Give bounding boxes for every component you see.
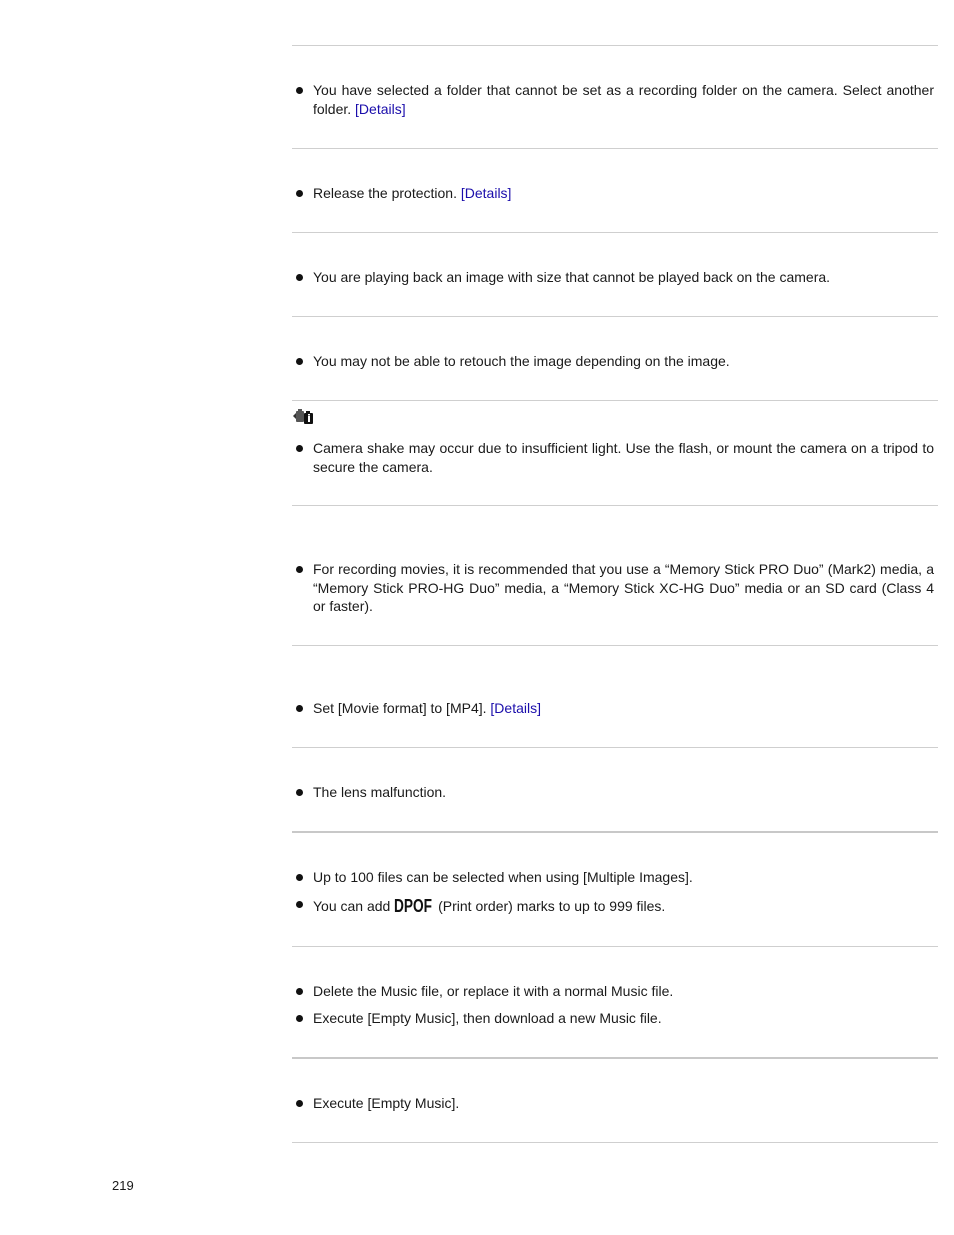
bullet bbox=[296, 705, 303, 712]
item-text: You can add bbox=[313, 898, 395, 914]
section-divider bbox=[292, 148, 938, 149]
bullet bbox=[296, 1015, 303, 1022]
bullet bbox=[296, 874, 303, 881]
bullet bbox=[296, 1100, 303, 1107]
item-text: Execute [Empty Music]. bbox=[313, 1095, 460, 1111]
section-divider bbox=[292, 505, 938, 506]
item-text: Camera shake may occur due to insufficient light. Use the flash, or mount the camera on a tripod to secure the camera. bbox=[313, 440, 934, 475]
bullet bbox=[296, 901, 303, 908]
section-divider bbox=[292, 645, 938, 646]
item-text: (Print order) marks to up to 999 files. bbox=[434, 898, 666, 914]
item-text: Set [Movie format] to [MP4]. bbox=[313, 700, 491, 716]
section-divider bbox=[292, 1142, 938, 1143]
list-item bbox=[292, 982, 934, 1001]
section-divider bbox=[292, 400, 938, 401]
bullet bbox=[296, 789, 303, 796]
dpof-icon bbox=[394, 897, 432, 914]
item-text: For recording movies, it is recommended that you use a “Memory Stick PRO Duo” (Mark2) media, a “Memory Stick PRO-HG Duo” media, a “Memory Stick XC-HG Duo” media or an SD card (Class 4 or faster). bbox=[313, 561, 934, 614]
item-text: Up to 100 files can be selected when using [Multiple Images]. bbox=[313, 869, 693, 885]
bullet bbox=[296, 445, 303, 452]
bullet bbox=[296, 87, 303, 94]
section-divider bbox=[292, 45, 938, 46]
bullet bbox=[296, 190, 303, 197]
list-item bbox=[292, 1094, 934, 1113]
page-number: 219 bbox=[112, 1178, 134, 1193]
list-item bbox=[292, 184, 934, 203]
bullet bbox=[296, 274, 303, 281]
item-text: Delete the Music file, or replace it with a normal Music file. bbox=[313, 983, 674, 999]
item-text: You have selected a folder that cannot be set as a recording folder on the camera. Select another folder. bbox=[313, 82, 934, 117]
details-link[interactable]: [Details] bbox=[355, 100, 406, 117]
section-divider bbox=[292, 946, 938, 947]
section-divider bbox=[292, 831, 938, 833]
section-divider bbox=[292, 232, 938, 233]
item-text: You are playing back an image with size that cannot be played back on the camera. bbox=[313, 269, 831, 285]
section-divider bbox=[292, 747, 938, 748]
dpof-icon-label: DPOF bbox=[394, 896, 433, 916]
list-item bbox=[292, 268, 934, 287]
list-item bbox=[292, 352, 934, 371]
details-link[interactable]: [Details] bbox=[460, 185, 512, 201]
item-text: You may not be able to retouch the image depending on the image. bbox=[313, 353, 730, 369]
details-link[interactable]: [Details] bbox=[490, 700, 541, 716]
bullet bbox=[296, 988, 303, 995]
section-divider bbox=[292, 316, 938, 317]
list-item bbox=[292, 560, 934, 616]
item-text: The lens malfunction. bbox=[313, 784, 447, 800]
list-item bbox=[292, 783, 934, 802]
list-item bbox=[292, 868, 934, 887]
item-text: Release the protection. bbox=[313, 185, 461, 201]
bullet bbox=[296, 566, 303, 573]
section-divider bbox=[292, 1057, 938, 1059]
list-item bbox=[292, 1009, 934, 1028]
list-item bbox=[292, 439, 934, 476]
bullet bbox=[296, 358, 303, 365]
list-item bbox=[292, 699, 934, 718]
list-item bbox=[292, 81, 934, 118]
list-item bbox=[292, 897, 934, 916]
camera-shake-warning-icon bbox=[292, 407, 314, 425]
item-text: Execute [Empty Music], then download a new Music file. bbox=[313, 1010, 662, 1026]
